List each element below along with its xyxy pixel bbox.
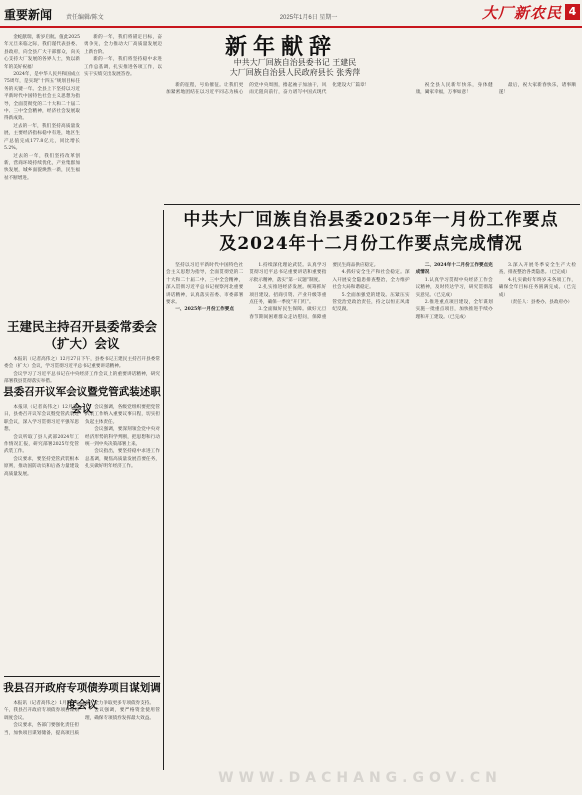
story-paragraph: 会议指出，要坚持稳中求进工作总基调，聚焦高质量发展首要任务，扎实做好明年经济工作。 [85, 449, 160, 470]
address-paragraph: 过去的一年，我们坚持高质量发展，主要经济指标稳中有进，地区生产总值完成177.8亿元，同比增长5.2%。 [4, 123, 80, 152]
special-bond-meeting-body [4, 700, 160, 792]
address-paragraph: 祝全县人民新年快乐，身体健康，阖家幸福，万事如意！ [415, 83, 493, 96]
address-paragraph: 过去的一年，我们坚持改革创新，营商环境持续优化，产业集群加快发展，城乡面貌焕然一新，民生福祉不断增进。 [4, 153, 80, 181]
address-paragraph: 新的一年，我们将坚持稳中求进工作总基调，扎实推进各项工作，以实干实绩交出发展答卷。 [84, 57, 162, 78]
main-story-done-item: 4.扎实做好年终岁末各项工作，确保全年目标任务圆满完成。（已完成） [498, 277, 576, 298]
story-paragraph: 会议要求，各部门要强化责任担当，加快项目谋划储备，提高项目质量，全力争取更多专项债券支持。 [4, 701, 154, 736]
story-paragraph: 会议强调，要严格资金使用管理，确保专项债券发挥最大效益。 [85, 708, 160, 721]
story-paragraph: 本报讯（记者高伟之）12月30日，县委召开议军会议暨党管武装述职会议，深入学习贯彻习近平强军思想。 [4, 405, 79, 433]
page-number: 4 [565, 4, 580, 20]
main-story-item: 3.全面做好民生保障。做好元旦春节期间困难群众走访慰问，保障重要民生商品供应稳定。 [249, 263, 379, 320]
address-column-1 [4, 34, 80, 212]
main-story-item: 2.扎实推进经济发展。统筹抓好项目建设、招商引资、产业升级等重点任务，确保一季度“开门红”。 [249, 285, 327, 306]
story-paragraph: 会议强调，要深刻领会党中央对经济形势的科学判断，把思想和行动统一到中央决策部署上来。 [85, 427, 160, 448]
column-divider [163, 210, 164, 770]
main-story-responsible: （责任人：县委办、县政府办） [507, 300, 573, 306]
standing-committee-headline: 王建民主持召开县委常委会（扩大）会议 [6, 319, 157, 351]
story-paragraph: 会议听取了县人武部2024年工作情况汇报，研究部署2025年党管武装工作。 [4, 434, 79, 455]
main-story-body [166, 262, 576, 768]
divider-rule [164, 204, 580, 205]
site-watermark: WWW.DACHANG.GOV.CN [218, 770, 502, 786]
main-story-section-2: 二、2024年十二月份工作要点完成情况 [415, 263, 493, 276]
main-story-done-item: 1.认真学习贯彻中央经济工作会议精神，及时传达学习，研究贯彻落实意见。（已完成） [415, 277, 493, 298]
special-bond-meeting-headline: 我县召开政府专项债券项目谋划调度会议 [3, 682, 161, 711]
story-paragraph: 会议要求，要坚持党管武装根本原则，推动国防动员和后备力量建设高质量发展。 [4, 456, 79, 477]
story-paragraph: 本报讯（记者高伟之）12月27日下午，县委书记王建民主持召开县委常委会（扩大）会议，学习贯彻习近平总书记重要讲话精神。 [4, 357, 160, 370]
signatory-county-head: 大厂回族自治县人民政府县长 张秀萍 [229, 68, 361, 77]
armed-forces-meeting-headline: 县委召开议军会议暨党管武装述职会议 [3, 386, 161, 415]
divider-rule [4, 676, 160, 677]
address-column-2 [84, 34, 162, 212]
main-story-done-item: 3.深入开展冬季安全生产大检查，排查整治各类隐患。（已完成） [498, 263, 576, 276]
signatory-party-secretary: 中共大厂回族自治县委书记 王建民 [233, 58, 357, 67]
story-paragraph: 会议强调，各级党组织要把党管武装工作纳入重要议事日程，切实担负起主体责任。 [85, 405, 160, 425]
standing-committee-body [4, 356, 160, 385]
main-story-item: 1.持续深化理论武装。认真学习贯彻习近平总书记重要讲话和重要指示批示精神，落实“第一议题”制度。 [249, 263, 327, 283]
story-paragraph: 本报讯（记者高伟之）1月3日下午，我县召开政府专项债券项目谋划调度会议。 [4, 701, 79, 721]
main-headline [162, 208, 580, 256]
address-paragraph: 新的一年，我们将锚定目标，奋勇争先，全力推动大厂高质量发展迈上新台阶。 [84, 35, 162, 55]
address-paragraph: 最后，祝大家新春快乐，诸事顺遂！ [498, 83, 576, 96]
armed-forces-meeting-body [4, 404, 160, 674]
main-headline-line-2: 及2024年十二月份工作要点完成情况 [219, 234, 523, 254]
main-story-intro: 坚持以习近平新时代中国特色社会主义思想为指导，全面贯彻党的二十大和二十届二中、三中全会精神，深入贯彻习近平总书记视察河北重要讲话精神，认真落实省委、市委部署要求。 [166, 263, 244, 306]
address-paragraph: 新的征程，号角催征。让我们更加紧密地团结在以习近平同志为核心的党中央周围，撸起袖子加油干，风雨无阻向前行，奋力谱写中国式现代化建设大厂篇章！ [166, 83, 370, 96]
main-story-item: 4.抓好安全生产和社会稳定。深入开展安全隐患排查整治，全力维护社会大局和谐稳定。 [332, 270, 410, 291]
main-headline-line-1: 中共大厂回族自治县委2025年一月份工作要点 [183, 210, 559, 230]
address-paragraph: 金蛇献瑞，新岁启航。值此2025年元旦来临之际，我们谨代表县委、县政府，向全县广大干部群众，向关心支持大厂发展的各界人士，致以新年的美好祝福！ [4, 35, 81, 70]
issue-date: 2025年1月6日 星期一 [279, 15, 338, 21]
main-story-section-1: 一、2025年一月份工作要点 [175, 307, 234, 313]
address-columns-wide [166, 82, 576, 186]
editor-credit: 责任编辑/陈文 [66, 15, 104, 21]
section-title: 重要新闻 [4, 8, 53, 22]
main-story-done-item: 2.推进重点项目建设，全年谋划实施一批重点项目，加快推进手续办理和开工建设。（已完成） [415, 300, 493, 320]
new-year-address-title: 新年献辞 [224, 34, 337, 60]
story-paragraph: 会议学习了习近平总书记在中央经济工作会议上的重要讲话精神，研究部署我县贯彻落实举措。 [4, 371, 160, 385]
address-paragraph: 2024年，是中华人民共和国成立75周年，是实现“十四五”规划目标任务的关键一年。全县上下坚持以习近平新时代中国特色社会主义思想为指导，全面贯彻党的二十大和二十届二中、三中全会精神，经济社会发展取得新成效。 [4, 72, 81, 122]
newspaper-brand: 大厂新农民 [481, 4, 562, 22]
main-story-item: 5.全面加强党的建设。压紧压实管党治党政治责任，持之以恒正风肃纪反腐。 [332, 292, 410, 313]
new-year-address-signatories [170, 58, 420, 78]
